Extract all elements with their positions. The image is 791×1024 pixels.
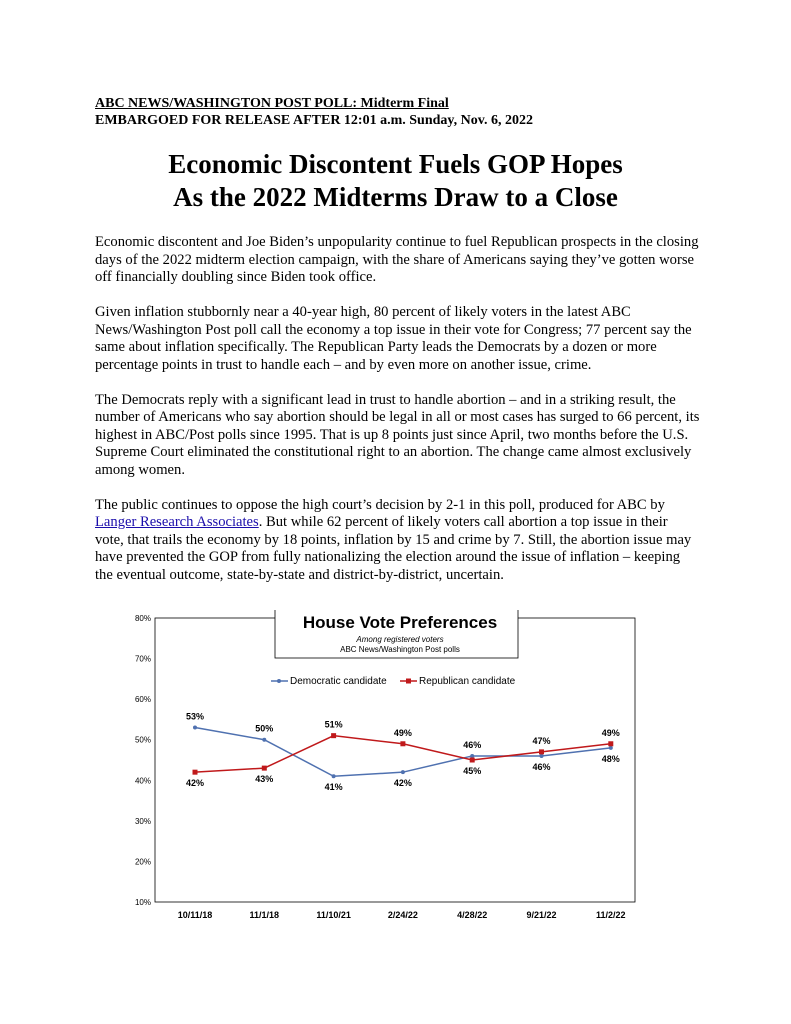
rep-data-label: 45%: [463, 766, 482, 776]
embargo-notice: EMBARGOED FOR RELEASE AFTER 12:01 a.m. Sunday, Nov. 6, 2022: [95, 113, 533, 128]
rep-data-label: 49%: [601, 727, 620, 738]
headline-line-1: Economic Discontent Fuels GOP Hopes: [168, 149, 623, 179]
dem-point: [609, 746, 613, 750]
y-tick-label: 60%: [134, 695, 151, 705]
x-tick-label: 11/10/21: [316, 910, 351, 920]
headline: [0, 148, 791, 214]
rep-data-label: 49%: [393, 727, 412, 738]
legend-dem-label: Democratic candidate: [290, 676, 387, 687]
x-axis: [178, 910, 626, 920]
dem-data-label: 46%: [463, 739, 482, 750]
dem-data-label: 46%: [532, 761, 551, 772]
legend-rep-marker: [406, 679, 411, 684]
legend-rep-label: Republican candidate: [419, 676, 516, 687]
release-header: [95, 95, 533, 129]
dem-data-label: 53%: [185, 711, 205, 722]
dem-point: [470, 754, 474, 758]
dem-point: [401, 770, 405, 774]
rep-point: [193, 770, 198, 775]
dem-data-label: 42%: [393, 778, 412, 789]
dem-data-label: 48%: [601, 753, 620, 764]
dem-point: [540, 754, 544, 758]
paragraph-4-text-a: The public continues to oppose the high court’s decision by 2-1 in this poll, produced for ABC by: [95, 496, 665, 513]
poll-name: ABC NEWS/WASHINGTON POST POLL: Midterm Final: [95, 96, 449, 111]
langer-research-link[interactable]: Langer Research Associates: [95, 514, 259, 530]
rep-point: [539, 749, 544, 754]
rep-point: [400, 741, 405, 746]
y-tick-label: 40%: [134, 776, 151, 786]
rep-data-label: 47%: [532, 735, 551, 746]
x-tick-label: 11/1/18: [249, 910, 280, 920]
article-body: [95, 234, 700, 602]
x-tick-label: 11/2/22: [596, 910, 626, 920]
y-tick-label: 30%: [134, 816, 151, 826]
house-vote-chart: [128, 610, 648, 930]
rep-data-label: 42%: [185, 778, 205, 789]
dem-point: [262, 738, 266, 742]
x-tick-label: 2/24/22: [387, 910, 418, 920]
paragraph-1: Economic discontent and Joe Biden’s unpopularity continue to fuel Republican prospects in the closing days of the 2022 midterm election campaign, with the share of Americans saying they’ve gotten worse off financially doubling since Biden took office.: [95, 234, 699, 285]
rep-point: [331, 733, 336, 738]
dem-point: [193, 726, 197, 730]
y-tick-label: 10%: [134, 898, 151, 907]
paragraph-4: [95, 497, 700, 585]
chart-source: ABC News/Washington Post polls: [340, 645, 460, 654]
y-tick-label: 70%: [134, 654, 151, 664]
y-tick-label: 20%: [134, 857, 151, 867]
plot-area: [155, 618, 635, 902]
dem-data-label: 50%: [255, 723, 274, 734]
x-tick-label: 10/11/18: [177, 910, 213, 920]
rep-point: [608, 741, 613, 746]
x-tick-label: 4/28/22: [457, 910, 488, 920]
paragraph-2: Given inflation stubbornly near a 40-year high, 80 percent of likely voters in the latest ABC News/Washington Post poll call the economy a top issue in their vote for Congress; 77 percent say the same about inflation specifically. The Republican Party leads the Democrats by a dozen or more percentage points in trust to handle each – and by even more on another issue, crime.: [95, 304, 692, 373]
chart-title: House Vote Preferences: [302, 613, 498, 632]
dem-point: [332, 774, 336, 778]
rep-point: [470, 758, 475, 763]
chart-svg: [128, 610, 648, 930]
y-tick-label: 50%: [134, 735, 151, 745]
dem-data-label: 41%: [324, 782, 343, 793]
y-tick-label: 80%: [134, 614, 151, 623]
paragraph-4-text-b: . But while 62 percent of likely voters call abortion a top issue in their vote, that trails the economy by 18 points, inflation by 15 and crime by 7. Still, the abortion issue may have prevented the GOP from fully nationalizing the election around the issue of inflation – keeping the eventual outcome, state-by-state and district-by-district, uncertain.: [95, 514, 692, 583]
rep-data-label: 51%: [324, 719, 343, 730]
rep-point: [262, 766, 267, 771]
x-tick-label: 9/21/22: [526, 910, 557, 920]
headline-line-2: As the 2022 Midterms Draw to a Close: [173, 182, 618, 212]
chart-subtitle: Among registered voters: [356, 635, 444, 644]
y-axis: [135, 614, 151, 907]
paragraph-3: The Democrats reply with a significant lead in trust to handle abortion – and in a striking result, the number of Americans who say abortion should be legal in all or most cases has surged to 66 percent, its highest in ABC/Post polls since 1995. That is up 8 points just since April, two months before the U.S. Supreme Court eliminated the constitutional right to an abortion. The change came almost exclusively among women.: [95, 391, 700, 478]
rep-data-label: 43%: [255, 774, 274, 785]
legend-dem-marker: [277, 679, 281, 683]
